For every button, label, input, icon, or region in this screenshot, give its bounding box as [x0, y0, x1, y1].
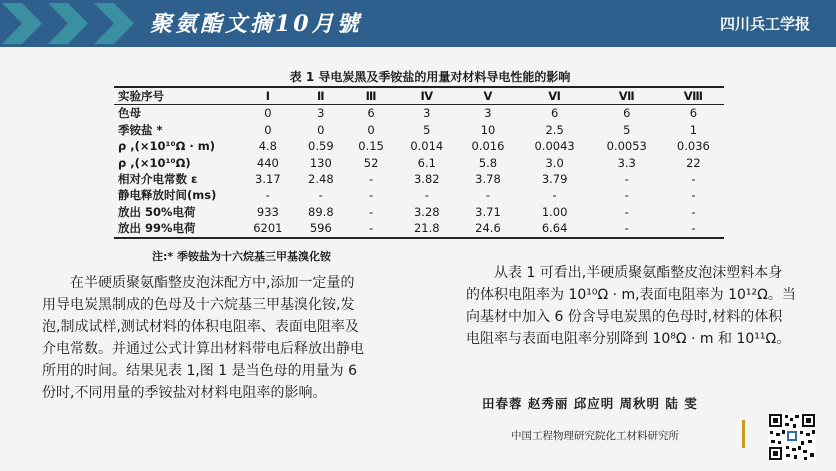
chevron-right-icon [0, 3, 150, 48]
table-note: 注:* 季铵盐为十六烷基三甲基溴化铵 [152, 250, 331, 263]
table-cell: - [318, 188, 323, 203]
table-cell: 0.15 [358, 139, 384, 154]
table-cell: - [368, 188, 374, 203]
table-cell: 0.0053 [606, 139, 647, 154]
row-label: 季铵盐 * [118, 122, 163, 137]
table-cell: - [624, 204, 629, 219]
table-cell: 3 [317, 106, 325, 121]
table-cell: 0 [367, 122, 375, 137]
table-cell: 6201 [240, 220, 296, 237]
table-header-cell: Ⅷ [663, 87, 724, 105]
table-cell: 6.1 [417, 155, 436, 170]
row-label: 放出 99%电荷 [114, 220, 240, 237]
table-cell: 440 [256, 155, 279, 170]
table-cell: 0 [317, 122, 325, 137]
table-header-cell: Ⅶ [591, 87, 663, 105]
table-cell: 0.0043 [534, 139, 575, 154]
table-cell: 5 [623, 122, 631, 137]
table-cell: 3 [423, 106, 431, 121]
table-cell: - [265, 188, 270, 203]
row-label: 静电释放时间(ms) [118, 188, 217, 203]
body-paragraph-right: 从表 1 可看出,半硬质聚氨酯整皮泡沫塑料本身的体积电阻率为 10¹⁰Ω · m,表面电阻率为 10¹²Ω。当向基材中加入 6 份含导电炭黑的色母时,材料的体积电阻率与表面电阻率分别降到 10⁸Ω · m 和 10¹¹Ω。 [466, 265, 796, 347]
table-cell: 0 [264, 106, 272, 121]
table-cell: - [691, 188, 696, 203]
table-cell: - [346, 220, 396, 237]
row-label: 相对介电常数 ε [118, 172, 198, 187]
header-banner [0, 0, 836, 47]
row-label: ρ ,(×10¹⁰Ω) [118, 155, 191, 170]
table-cell: - [368, 172, 374, 187]
table-cell: 2.48 [308, 172, 334, 187]
table-row [114, 105, 724, 122]
accent-divider [742, 420, 745, 448]
table-cell: - [424, 188, 429, 203]
table-header-cell: Ⅲ [346, 87, 396, 105]
table-cell: 130 [309, 155, 332, 170]
row-label: ρ ,(×10¹⁰Ω · m) [118, 139, 215, 154]
table-cell: 21.8 [396, 220, 457, 237]
table-cell: 6 [550, 106, 559, 121]
table-row [114, 187, 724, 203]
table-cell: 0 [264, 122, 272, 137]
row-label: 色母 [118, 106, 141, 121]
table-cell: 3.71 [475, 204, 501, 219]
table-cell: 1.00 [541, 204, 568, 219]
table-cell: - [691, 204, 696, 219]
table-cell: - [624, 172, 629, 187]
table-header-cell: Ⅴ [457, 87, 518, 105]
table-cell: 3.28 [413, 204, 440, 219]
qr-code-icon [768, 413, 816, 461]
table-cell: - [368, 204, 374, 219]
table-header-cell: Ⅱ [296, 87, 346, 105]
table-cell: 6 [623, 106, 631, 121]
table-cell: 3.0 [545, 155, 564, 170]
table-cell: 6.64 [519, 220, 591, 237]
table-cell: 933 [256, 204, 279, 219]
table-cell: 0.59 [308, 139, 334, 154]
table-cell: - [691, 172, 696, 187]
data-table [114, 86, 724, 239]
table-row [114, 122, 724, 138]
table-cell: - [552, 188, 557, 203]
table-cell: 3.78 [475, 172, 501, 187]
table-header-cell: Ⅰ [240, 87, 296, 105]
table-header-cell: Ⅵ [519, 87, 591, 105]
table-cell: 10 [480, 122, 496, 137]
table-cell: 1 [689, 122, 698, 137]
table-cell: 6 [367, 106, 375, 121]
table-cell: 0.036 [676, 139, 710, 154]
table-cell: 0.014 [410, 139, 444, 154]
table-cell: 3.82 [413, 172, 440, 187]
table-row [114, 171, 724, 187]
institution: 中国工程物理研究院化工材料研究所 [511, 430, 679, 442]
table-row [114, 204, 724, 220]
table-title: 表 1 导电炭黑及季铵盐的用量对材料导电性能的影响 [289, 70, 571, 84]
table-cell: 3.17 [255, 172, 281, 187]
table-cell: 89.8 [308, 204, 334, 219]
table-cell: - [624, 188, 629, 203]
journal-name: 四川兵工学报 [719, 15, 810, 33]
table-cell: 3 [484, 106, 492, 121]
table-cell: 24.6 [457, 220, 518, 237]
table-header-cell: Ⅳ [396, 87, 457, 105]
banner-title: 聚氨酯文摘10月號 [150, 11, 362, 37]
authors: 田春蓉 赵秀丽 邱应明 周秋明 陆 雯 [482, 396, 698, 411]
table-cell: 2.5 [545, 122, 564, 137]
table-cell: 3.79 [541, 172, 568, 187]
table-row [114, 138, 724, 154]
table-cell: 6 [689, 106, 698, 121]
table-cell: 596 [296, 220, 346, 237]
table-cell: - [591, 220, 663, 237]
table-cell: 5.8 [478, 155, 498, 170]
table-cell: - [485, 188, 491, 203]
table-row [114, 155, 724, 171]
table-cell: 22 [686, 155, 701, 170]
table-cell: 5 [423, 122, 431, 137]
table-cell: 52 [363, 155, 379, 170]
table-cell: - [663, 220, 724, 237]
table-cell: 3.3 [617, 155, 636, 170]
row-label: 放出 50%电荷 [118, 204, 196, 219]
table-cell: 4.8 [258, 139, 277, 154]
body-paragraph-left: 在半硬质聚氨酯整皮泡沫配方中,添加一定量的用导电炭黑制成的色母及十六烷基三甲基溴化铵,发泡,制成试样,测试材料的体积电阻率、表面电阻率及介电常数。并通过公式计算出材料带电后释放出静电所用的时间。结果见表 1,图 1 是当色母的用量为 6 份时,不同用量的季铵盐对材料电阻率的影响。 [42, 275, 364, 401]
table-header-row [114, 87, 724, 105]
table-header-cell: 实验序号 [114, 87, 240, 105]
table-cell: 0.016 [471, 139, 505, 154]
table-row [114, 220, 724, 237]
